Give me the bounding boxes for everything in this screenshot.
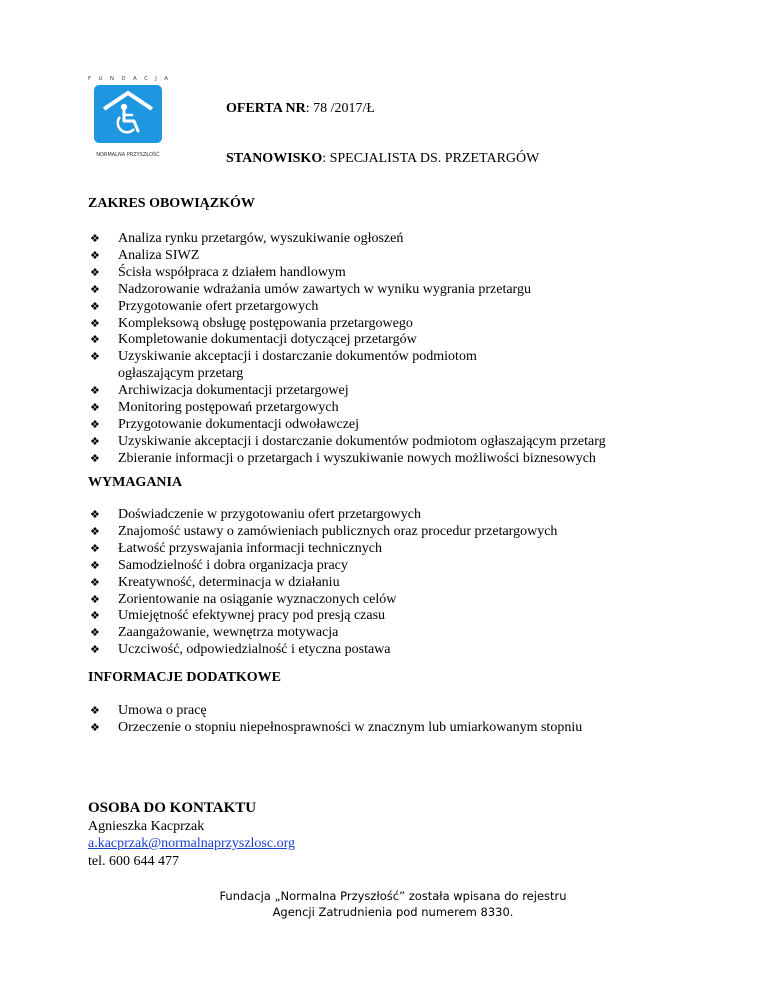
diamond-bullet-icon: ❖ <box>90 316 100 330</box>
position-label: STANOWISKO <box>226 151 323 166</box>
additional-list <box>88 703 728 737</box>
list-item: ❖ Umowa o pracę <box>90 703 207 718</box>
diamond-bullet-icon: ❖ <box>90 401 100 415</box>
additional-title: INFORMACJE DODATKOWE <box>88 670 282 685</box>
diamond-bullet-icon: ❖ <box>90 384 100 398</box>
diamond-bullet-icon: ❖ <box>90 558 100 572</box>
offer-label: OFERTA NR <box>226 101 306 116</box>
diamond-bullet-icon: ❖ <box>90 609 100 623</box>
list-item: ❖ Umiejętność efektywnej pracy pod presją czasu <box>90 608 386 624</box>
footer-line-1: Fundacja „Normalna Przyszłość” została wpisana do rejestru <box>219 889 567 903</box>
diamond-bullet-icon: ❖ <box>90 592 100 606</box>
diamond-bullet-icon: ❖ <box>90 282 100 296</box>
logo-caption: NORMALNA PRZYSZŁOŚĆ <box>96 152 160 158</box>
footer-note <box>0 888 768 920</box>
position-value: : SPECJALISTA DS. PRZETARGÓW <box>322 151 540 166</box>
position <box>226 151 539 167</box>
diamond-bullet-icon: ❖ <box>90 333 100 347</box>
diamond-bullet-icon: ❖ <box>90 265 100 279</box>
list-item: ❖ Zorientowanie na osiąganie wyznaczonych celów <box>90 591 397 607</box>
diamond-bullet-icon: ❖ <box>90 417 100 431</box>
diamond-bullet-icon: ❖ <box>90 704 100 717</box>
requirements-list <box>88 507 728 659</box>
list-item: ❖ Uzyskiwanie akceptacji i dostarczanie dokumentów podmiotom ogłaszającym przetarg <box>90 349 477 382</box>
contact-name: Agnieszka Kacprzak <box>88 818 205 834</box>
list-item: ❖ Zbieranie informacji o przetargach i wyszukiwanie nowych możliwości biznesowych <box>90 450 596 466</box>
diamond-bullet-icon: ❖ <box>90 451 100 465</box>
contact-title: OSOBA DO KONTAKTU <box>88 800 257 816</box>
list-item: ❖ Kreatywność, determinacja w działaniu <box>90 574 340 590</box>
diamond-bullet-icon: ❖ <box>90 508 100 521</box>
list-item: ❖ Nadzorowanie wdrażania umów zawartych w wyniku wygrania przetargu <box>90 281 531 297</box>
diamond-bullet-icon: ❖ <box>90 643 100 657</box>
footer-line-2: Agencji Zatrudnienia pod numerem 8330. <box>272 905 514 919</box>
list-item: ❖ Analiza rynku przetargów, wyszukiwanie ogłoszeń <box>90 231 404 246</box>
list-item: ❖ Uzyskiwanie akceptacji i dostarczanie dokumentów podmiotom ogłaszającym przetarg <box>90 433 606 449</box>
diamond-bullet-icon: ❖ <box>90 248 100 262</box>
logo-letters: F U N D A C J A <box>88 76 168 82</box>
list-item: ❖ Uczciwość, odpowiedzialność i etyczna postawa <box>90 642 391 658</box>
contact-email-link[interactable]: a.kacprzak@normalnaprzyszlosc.org <box>88 836 295 851</box>
list-item: ❖ Archiwizacja dokumentacji przetargowej <box>90 383 349 399</box>
diamond-bullet-icon: ❖ <box>90 541 100 555</box>
contact-block <box>88 800 295 870</box>
offer-value: : 78 /2017/Ł <box>305 101 375 116</box>
list-item: ❖ Przygotowanie ofert przetargowych <box>90 298 319 314</box>
list-item: ❖ Doświadczenie w przygotowaniu ofert przetargowych <box>90 507 421 522</box>
offer-number <box>226 101 375 117</box>
list-item: ❖ Kompletowanie dokumentacji dotyczącej przetargów <box>90 332 417 348</box>
diamond-bullet-icon: ❖ <box>90 232 100 245</box>
list-item: ❖ Znajomość ustawy o zamówieniach publicznych oraz procedur przetargowych <box>90 523 558 539</box>
requirements-title: WYMAGANIA <box>88 475 183 490</box>
list-item: ❖ Ścisła współpraca z działem handlowym <box>90 264 346 280</box>
diamond-bullet-icon: ❖ <box>90 524 100 538</box>
diamond-bullet-icon: ❖ <box>90 626 100 640</box>
diamond-bullet-icon: ❖ <box>90 434 100 448</box>
diamond-bullet-icon: ❖ <box>90 720 100 734</box>
diamond-bullet-icon: ❖ <box>90 575 100 589</box>
diamond-bullet-icon: ❖ <box>90 350 100 364</box>
contact-phone: tel. 600 644 477 <box>88 853 179 869</box>
list-item: ❖ Orzeczenie o stopniu niepełnosprawności w znacznym lub umiarkowanym stopniu <box>90 719 583 735</box>
foundation-logo <box>88 70 168 168</box>
list-item: ❖ Łatwość przyswajania informacji technicznych <box>90 540 382 556</box>
list-item: ❖ Monitoring postępowań przetargowych <box>90 400 339 416</box>
duties-list <box>88 231 728 468</box>
diamond-bullet-icon: ❖ <box>90 299 100 313</box>
wheelchair-house-icon <box>94 85 162 143</box>
list-item: ❖ Zaangażowanie, wewnętrza motywacja <box>90 625 339 641</box>
list-item: ❖ Kompleksową obsługę postępowania przetargowego <box>90 315 413 331</box>
list-item: ❖ Przygotowanie dokumentacji odwoławczej <box>90 416 360 432</box>
logo-box <box>94 85 162 143</box>
list-item: ❖ Analiza SIWZ <box>90 247 200 263</box>
list-item: ❖ Samodzielność i dobra organizacja pracy <box>90 557 348 573</box>
duties-title: ZAKRES OBOWIĄZKÓW <box>88 196 255 211</box>
